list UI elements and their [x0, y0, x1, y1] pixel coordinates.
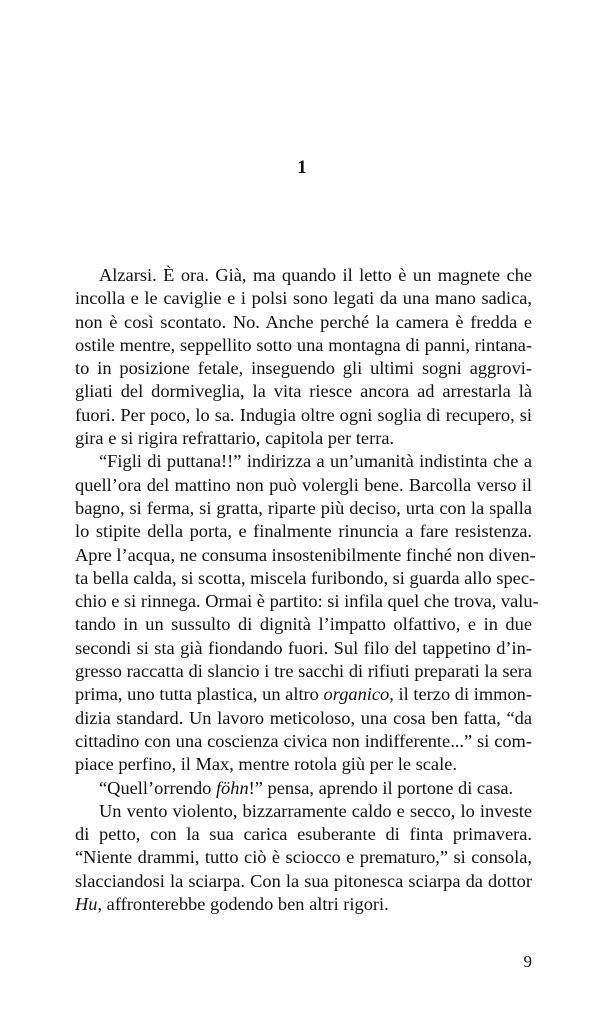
text-run: gresso raccatta di slancio i tre sacchi di rifiuti preparati la sera	[75, 661, 532, 682]
text-run: , il terzo di immon-	[389, 684, 532, 705]
text-run: piace perfino, il Max, mentre rotola giù per le scale.	[75, 754, 457, 775]
text-run: chio e si rinnega. Ormai è partito: si infila quel che trova, valu-	[75, 591, 539, 612]
text-line	[75, 287, 532, 310]
text-run: !” pensa, aprendo il portone di casa.	[248, 777, 514, 798]
text-line	[75, 334, 532, 357]
paragraph	[75, 450, 539, 776]
italic-text: föhn	[215, 777, 249, 798]
text-line	[75, 520, 532, 543]
text-line	[75, 893, 532, 916]
text-run: ta bella calda, si scotta, miscela furibondo, si guarda allo spec-	[75, 567, 536, 588]
text-run: fuori. Per poco, lo sa. Indugia oltre ogni soglia di recupero, si	[75, 404, 532, 425]
text-line	[75, 870, 532, 893]
text-line	[75, 683, 532, 706]
italic-text: organico	[323, 684, 390, 705]
text-line	[75, 497, 532, 520]
text-run: “Niente drammi, tutto ciò è sciocco e prematuro,” si consola,	[75, 847, 532, 868]
text-run: di petto, con la sua carica esuberante di finta primavera.	[75, 824, 532, 845]
text-run: , affronterebbe godendo ben altri rigori.	[97, 894, 389, 915]
text-run: “Quell’orrendo	[99, 777, 216, 798]
text-line	[75, 777, 532, 800]
text-line	[75, 544, 536, 567]
text-run: quell’ora del mattino non può volergli bene. Barcolla verso il	[75, 474, 532, 495]
text-line	[75, 800, 532, 823]
text-line	[75, 567, 536, 590]
text-line	[75, 380, 532, 403]
text-run: lo stipite della porta, e finalmente rinuncia a fare resistenza.	[75, 521, 532, 542]
chapter-body-text	[75, 264, 539, 916]
text-run: ostile mentre, seppellito sotto una montagna di panni, rintana-	[75, 334, 532, 355]
text-run: gliati del dormiveglia, la vita riesce ancora ad arrestarla là	[75, 381, 532, 402]
text-line	[75, 450, 532, 473]
text-run: “Figli di puttana!!” indirizza a un’umanità indistinta che a	[99, 451, 532, 472]
text-line	[75, 846, 532, 869]
text-run: gira e si rigira refrattario, capitola per terra.	[75, 428, 395, 449]
text-line	[75, 637, 532, 660]
text-run: prima, uno tutta plastica, un altro	[75, 684, 324, 705]
text-line	[75, 264, 532, 287]
paragraph	[75, 800, 532, 916]
text-run: incolla e le caviglie e i polsi sono legati da una mano sadica,	[75, 288, 532, 309]
text-line	[75, 404, 532, 427]
text-run: to in posizione fetale, inseguendo gli ultimi sogni aggrovi-	[75, 358, 532, 379]
text-run: tando in un sussulto di dignità l’impatto olfattivo, e in due	[75, 614, 532, 635]
text-line	[75, 753, 532, 776]
text-run: non è così scontato. No. Anche perché la camera è fredda e	[75, 311, 532, 332]
text-run: dizia standard. Un lavoro meticoloso, una cosa ben fatta, “da	[75, 707, 532, 728]
text-line	[75, 660, 532, 683]
text-line	[75, 474, 532, 497]
text-line	[75, 613, 532, 636]
paragraph	[75, 777, 532, 800]
text-run: secondi si sta già fiondando fuori. Sul filo del tappetino d’in-	[75, 637, 532, 658]
text-line	[75, 311, 532, 334]
text-line	[75, 357, 532, 380]
text-run: slacciandosi la sciarpa. Con la sua pitonesca sciarpa da dottor	[75, 870, 532, 891]
paragraph	[75, 264, 532, 450]
text-run: Apre l’acqua, ne consuma insostenibilmente finché non diven-	[75, 544, 536, 565]
text-run: cittadino con una coscienza civica non indifferente...” si com-	[75, 730, 532, 751]
text-run: Un vento violento, bizzarramente caldo e secco, lo investe	[99, 800, 532, 821]
text-line	[75, 823, 532, 846]
text-line	[75, 730, 532, 753]
text-run: Alzarsi. È ora. Già, ma quando il letto è un magnete che	[99, 265, 532, 285]
italic-text: Hu	[75, 894, 98, 915]
text-run: bagno, si ferma, si gratta, riparte più deciso, urta con la spalla	[75, 497, 532, 518]
text-line	[75, 590, 539, 613]
text-line	[75, 707, 532, 730]
page-number: 9	[523, 952, 532, 971]
text-line	[75, 427, 532, 450]
chapter-number: 1	[297, 157, 307, 178]
